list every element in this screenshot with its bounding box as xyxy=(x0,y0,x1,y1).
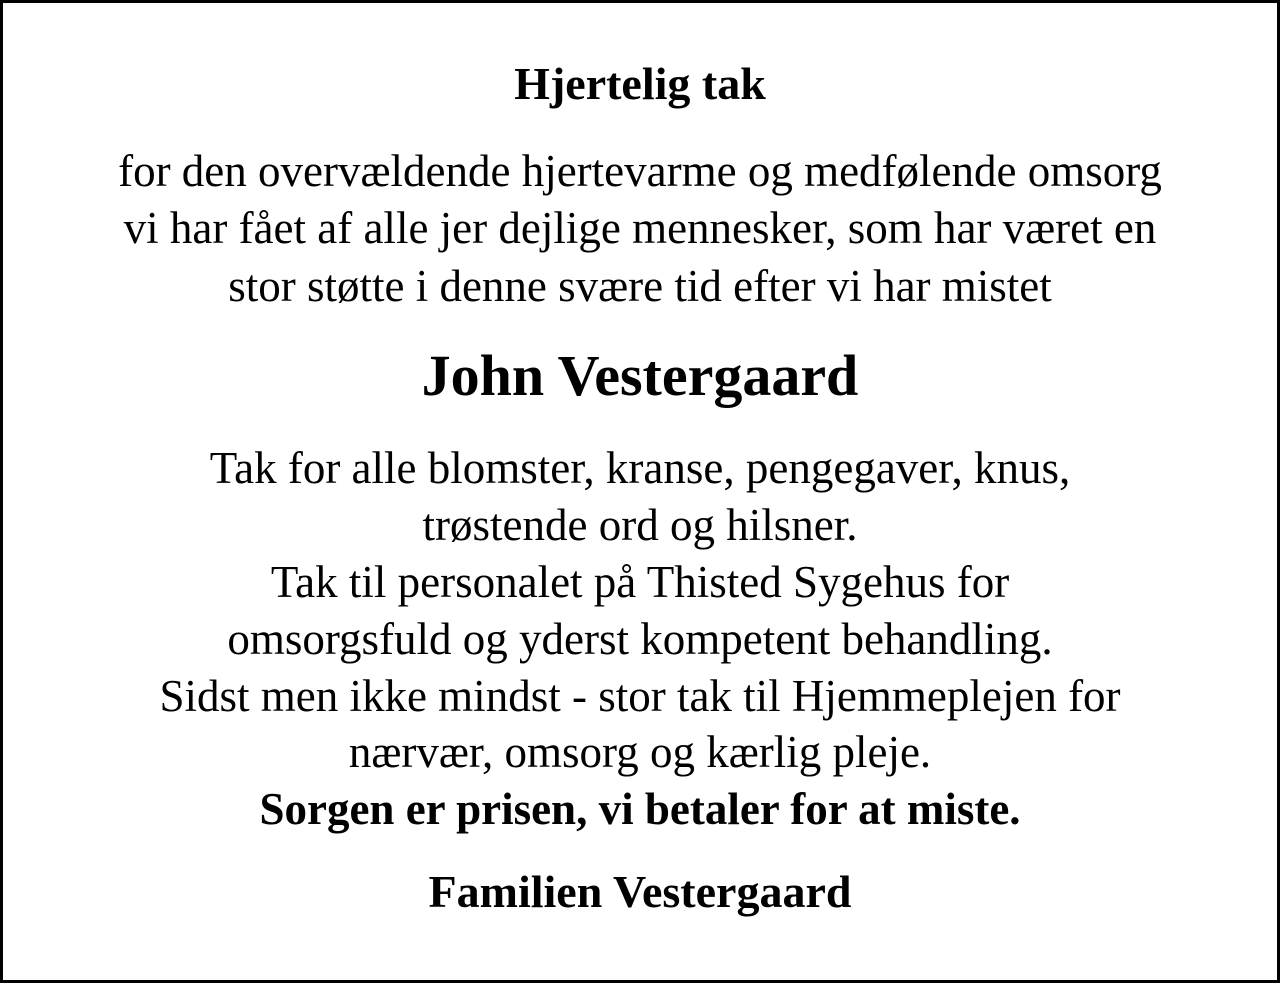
thanks-line-1: Tak for alle blomster, kranse, pengegaver, knus, xyxy=(209,443,1071,493)
thanks-line-5: Sidst men ikke mindst - stor tak til Hjemmeplejen for xyxy=(159,671,1121,721)
intro-line-1: for den overvældende hjertevarme og medfølende omsorg xyxy=(118,146,1162,196)
thanks-line-3: Tak til personalet på Thisted Sygehus for xyxy=(270,557,1010,607)
thanks-line-6: nærvær, omsorg og kærlig pleje. xyxy=(348,727,932,777)
closing-line: Sorgen er prisen, vi betaler for at miste. xyxy=(259,784,1021,834)
signature: Familien Vestergaard xyxy=(428,866,852,917)
intro-line-3: stor støtte i denne svære tid efter vi har mistet xyxy=(228,261,1052,311)
thanks-line-2: trøstende ord og hilsner. xyxy=(422,500,858,550)
intro-line-2: vi har fået af alle jer dejlige mennesker, som har været en xyxy=(123,203,1157,253)
deceased-name: John Vestergaard xyxy=(421,343,859,408)
thanks-line-4: omsorgsfuld og yderst kompetent behandling. xyxy=(227,614,1053,664)
notice-heading: Hjertelig tak xyxy=(514,58,766,109)
